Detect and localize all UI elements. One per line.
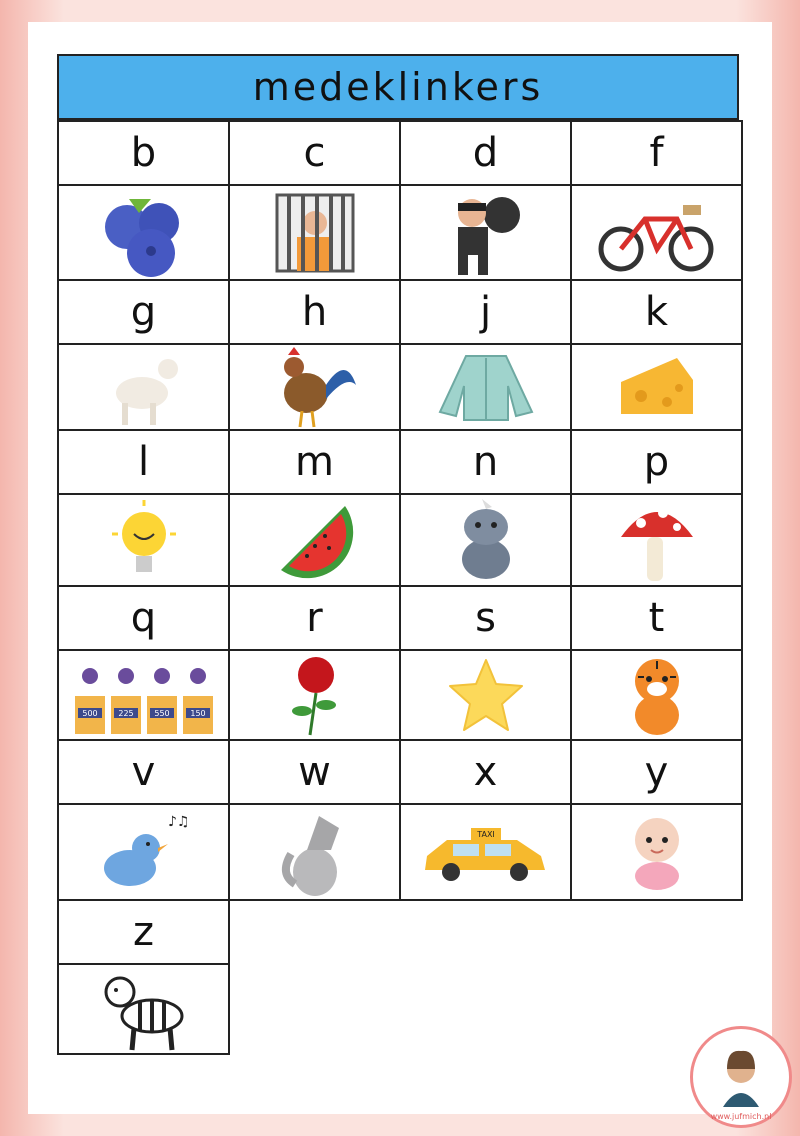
letter-cell: n bbox=[400, 430, 571, 494]
goat-icon bbox=[58, 344, 229, 430]
jacket-icon bbox=[400, 344, 571, 430]
letter-cell: t bbox=[571, 586, 742, 650]
letter-cell: j bbox=[400, 280, 571, 344]
letter-cell: w bbox=[229, 740, 400, 804]
letter-cell: h bbox=[229, 280, 400, 344]
letter-cell: c bbox=[229, 121, 400, 185]
letter-cell: l bbox=[58, 430, 229, 494]
page-title: medeklinkers bbox=[57, 54, 739, 120]
letter-cell: d bbox=[400, 121, 571, 185]
zebra-icon bbox=[58, 964, 229, 1054]
svg-text:♪♫: ♪♫ bbox=[167, 814, 189, 830]
quiz-score: 150 bbox=[189, 709, 206, 718]
baby-icon bbox=[571, 804, 742, 900]
letter-cell: m bbox=[229, 430, 400, 494]
mushroom-icon bbox=[571, 494, 742, 586]
watermelon-icon bbox=[229, 494, 400, 586]
thief-icon bbox=[400, 185, 571, 280]
quiz-score: 550 bbox=[153, 709, 170, 718]
logo-badge bbox=[693, 1029, 789, 1125]
tiger-icon bbox=[571, 650, 742, 740]
rhino-icon bbox=[400, 494, 571, 586]
letter-cell: s bbox=[400, 586, 571, 650]
quiz-score: 225 bbox=[117, 709, 134, 718]
lightbulb-icon bbox=[58, 494, 229, 586]
letter-cell: v bbox=[58, 740, 229, 804]
taxi-icon bbox=[400, 804, 571, 900]
letter-cell: p bbox=[571, 430, 742, 494]
letter-cell: g bbox=[58, 280, 229, 344]
blueberries-icon bbox=[58, 185, 229, 280]
letter-grid bbox=[57, 120, 743, 1055]
letter-cell: y bbox=[571, 740, 742, 804]
letter-cell: x bbox=[400, 740, 571, 804]
quiz-icon bbox=[58, 650, 229, 740]
bird-icon bbox=[58, 804, 229, 900]
bicycle-icon bbox=[571, 185, 742, 280]
letter-cell: q bbox=[58, 586, 229, 650]
rooster-icon bbox=[229, 344, 400, 430]
letter-cell: k bbox=[571, 280, 742, 344]
cheese-icon bbox=[571, 344, 742, 430]
wolf-icon bbox=[229, 804, 400, 900]
taxi-sign: TAXI bbox=[476, 830, 495, 839]
quiz-score: 500 bbox=[81, 709, 98, 718]
letter-cell: b bbox=[58, 121, 229, 185]
letter-cell: z bbox=[58, 900, 229, 964]
logo-text: www.jufmich.nl bbox=[710, 1112, 772, 1121]
letter-cell: f bbox=[571, 121, 742, 185]
star-icon bbox=[400, 650, 571, 740]
logo bbox=[690, 1026, 792, 1128]
rose-icon bbox=[229, 650, 400, 740]
jail-icon bbox=[229, 185, 400, 280]
letter-cell: r bbox=[229, 586, 400, 650]
